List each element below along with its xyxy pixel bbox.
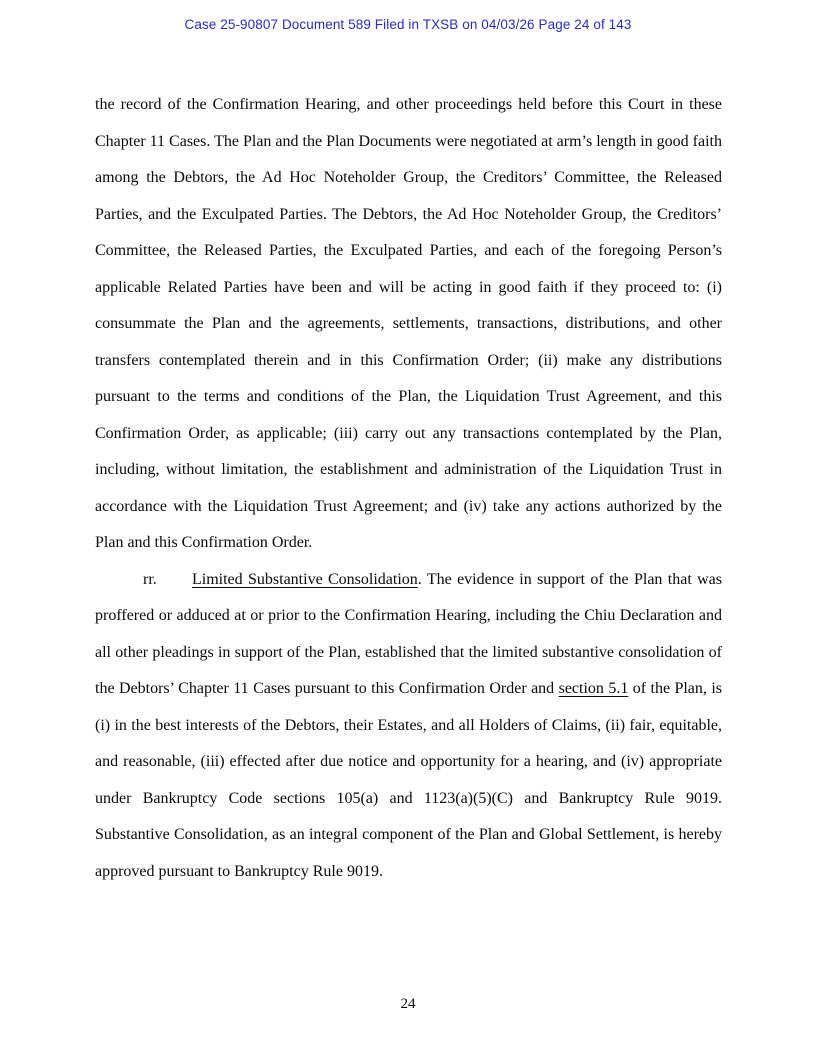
page-number: 24 — [400, 996, 416, 1012]
court-filing-stamp — [0, 17, 816, 32]
paragraph-rr-text-2: of the Plan, is (i) in the best interests of the Debtors, their Estates, and all Holders of Claims, (ii) fair, equitable, and reasonable, (iii) effected after due notice and opportunity for a hearing, and (iv) appropriate under Bankruptcy Code sections 105(a) and 1123(a)(5)(C) and Bankruptcy Rule 9019. Substantive Consolidation, as an integral component of the Plan and Global Settlement, is hereby approved pursuant to Bankruptcy Rule 9019. — [95, 680, 722, 880]
paragraph-rr-text-1: . The evidence in support of the Plan that was proffered or adduced at or prior to the Confirmation Hearing, including the Chiu Declaration and all other pleadings in support of the Plan, established that the limited substantive consolidation of the Debtors’ Chapter 11 Cases pursuant to this Confirmation Order and — [95, 570, 722, 697]
court-filing-stamp-text: Case 25-90807 Document 589 Filed in TXSB on 04/03/26 Page 24 of 143 — [184, 17, 632, 32]
paragraph-rr-limited-substantive-consolidation — [95, 562, 722, 891]
paragraph-rr-section-reference-underlined: section 5.1 — [558, 680, 629, 697]
paragraph-rr-heading-underlined: Limited Substantive Consolidation — [192, 570, 418, 588]
paragraph-continuation-text: the record of the Confirmation Hearing, and other proceedings held before this Court in these Chapter 11 Cases. The Plan and the Plan Documents were negotiated at arm’s length in good faith among the Debtors, the Ad Hoc Noteholder Group, the Creditors’ Committee, the Released Parties, and the Exculpated Parties. The Debtors, the Ad Hoc Noteholder Group, the Creditors’ Committee, the Released Parties, the Exculpated Parties, and each of the foregoing Person’s applicable Related Parties have been and will be acting in good faith if they proceed to: (i) consummate the Plan and the agreements, settlements, transactions, distributions, and other transfers contemplated therein and in this Confirmation Order; (ii) make any distributions pursuant to the terms and conditions of the Plan, the Liquidation Trust Agreement, and this Confirmation Order, as applicable; (iii) carry out any transactions contemplated by the Plan, including, without limitation, the establishment and administration of the Liquidation Trust in accordance with the Liquidation Trust Agreement; and (iv) take any actions authorized by the Plan and this Confirmation Order. — [95, 96, 722, 551]
paragraph-rr-label: rr. — [143, 570, 157, 588]
document-body — [95, 87, 722, 890]
paragraph-continuation — [95, 87, 722, 562]
